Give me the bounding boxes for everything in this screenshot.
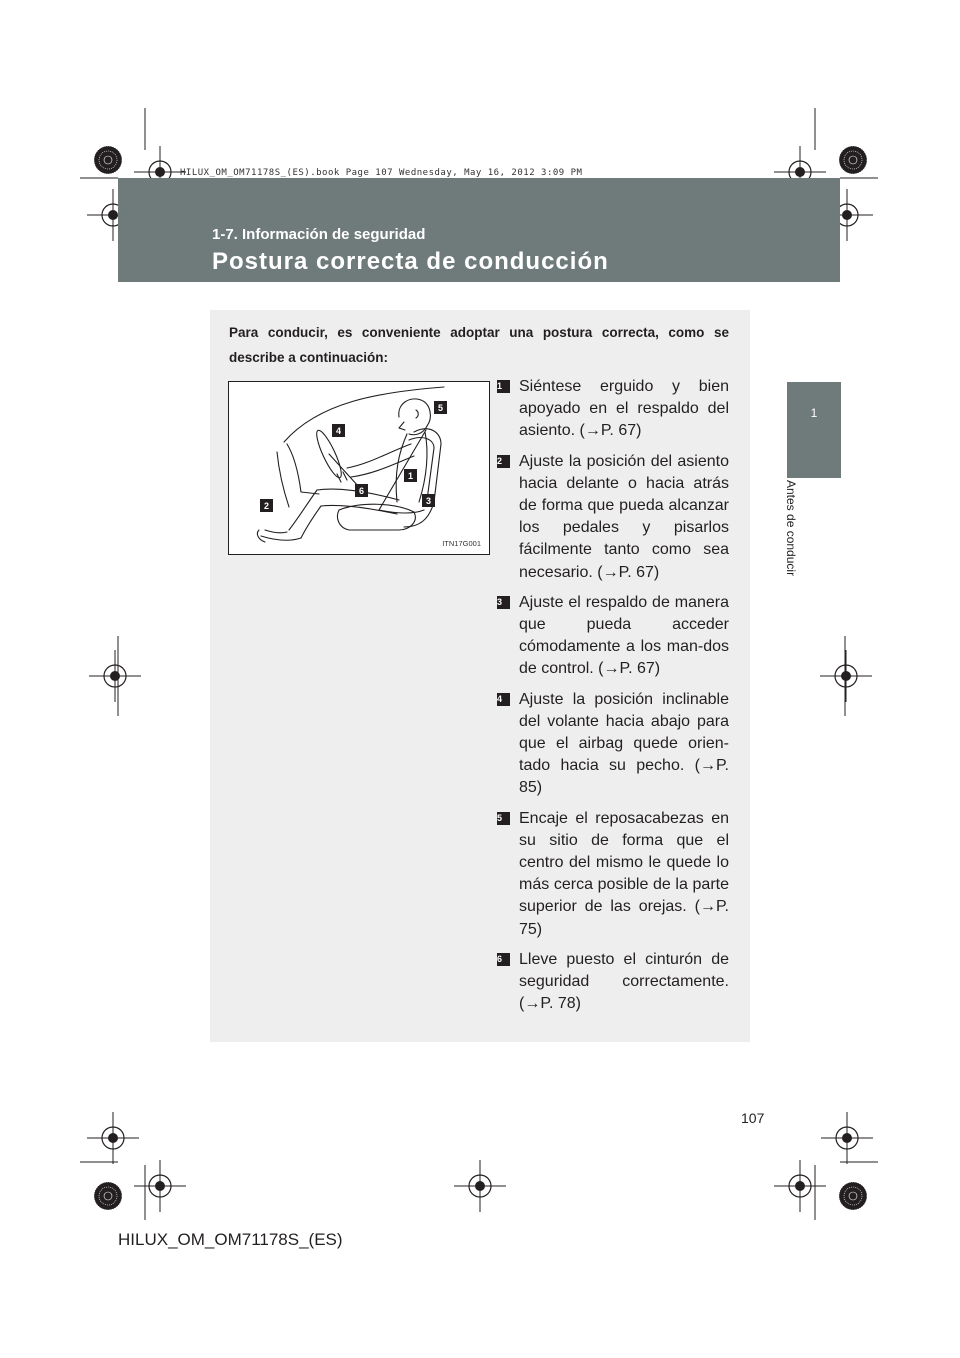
step-item xyxy=(497,376,729,443)
step-text: Ajuste el respaldo de manera que pueda acceder cómodamente a los man-dos de control. (→P. 67) xyxy=(519,593,729,678)
chapter-tab xyxy=(787,382,841,478)
step-number-badge: 1 xyxy=(497,380,510,393)
callout-3: 3 xyxy=(425,496,432,506)
document-code: HILUX_OM_OM71178S_(ES) xyxy=(118,1230,343,1249)
chapter-tab-label-text: Antes de conducir xyxy=(784,480,798,577)
step-text: Siéntese erguido y bien apoyado en el respaldo del asiento. (→P. 67) xyxy=(519,378,729,440)
step-item xyxy=(497,689,729,800)
book-stamp: HILUX_OM_OM71178S_(ES).book Page 107 Wednesday, May 16, 2012 3:09 PM xyxy=(180,168,583,178)
driving-posture-illustration xyxy=(228,381,490,555)
callout-6: 6 xyxy=(358,486,365,496)
step-number-badge: 5 xyxy=(497,812,510,825)
callout-5: 5 xyxy=(437,403,444,413)
step-item xyxy=(497,808,729,941)
callout-4: 4 xyxy=(335,426,342,436)
figure-code: ITN17G001 xyxy=(442,539,481,548)
step-item xyxy=(497,451,729,584)
callout-1: 1 xyxy=(407,471,414,481)
step-number-badge: 4 xyxy=(497,693,510,706)
driver-drawing xyxy=(229,382,489,554)
step-item xyxy=(497,949,729,1016)
intro-text: Para conducir, es conveniente adoptar una postura correcta, como se describe a continuación: xyxy=(229,325,729,365)
section-label: 1-7. Información de seguridad xyxy=(212,226,426,243)
step-text: Ajuste la posición inclinable del volante hacia abajo para que el airbag quede orien-tado hacia su pecho. (→P. 85) xyxy=(519,690,729,797)
step-text: Lleve puesto el cinturón de seguridad correctamente. (→P. 78) xyxy=(519,950,729,1013)
step-number-badge: 2 xyxy=(497,455,510,468)
step-text: Encaje el reposacabezas en su sitio de forma que el centro del mismo le quede lo más cerca posible de la parte superior de las orejas. (→P. 75) xyxy=(519,809,729,938)
chapter-tab-label xyxy=(780,480,808,600)
callout-2: 2 xyxy=(263,501,270,511)
step-item xyxy=(497,592,729,681)
page-title: Postura correcta de conducción xyxy=(212,248,609,275)
step-number-badge: 6 xyxy=(497,953,510,966)
steps-list xyxy=(497,376,729,1023)
page-number: 107 xyxy=(741,1110,765,1126)
step-number-badge: 3 xyxy=(497,596,510,609)
step-text: Ajuste la posición del asiento hacia delante o hacia atrás de forma que pueda alcanzar los pedales y pisarlos fácilmente tanto como sea necesario. (→P. 67) xyxy=(519,452,729,581)
chapter-tab-number: 1 xyxy=(810,406,818,420)
